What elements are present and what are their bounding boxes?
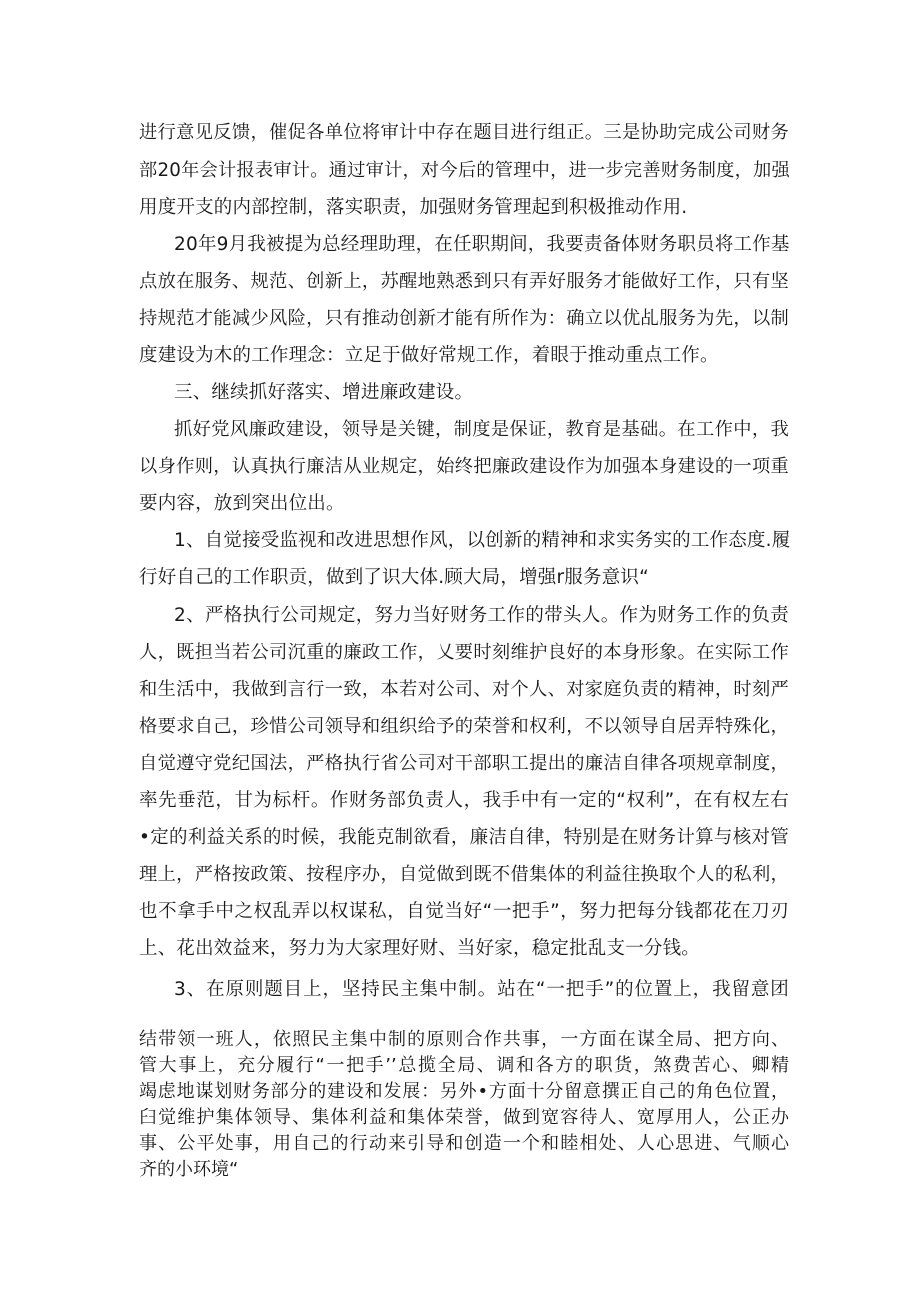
text-line: 以身作则，认真执行廉洁从业规定，始终把廉政建设作为加强本身建设的一项重 bbox=[139, 456, 789, 477]
paragraph-start-line: 抓好党风廉政建设，领导是关键，制度是保证，教育是基础。在工作中，我 bbox=[174, 419, 789, 440]
paragraph-start-line: 20年9月我被提为总经理助理，在任职期间，我要责备体财务职员将工作基 bbox=[174, 234, 790, 255]
text-line: 人，既担当若公司沉重的廉政工作，乂要时刻维护良好的本身形象。在实际工作 bbox=[139, 642, 789, 663]
text-line: 进行意见反馈，催促各单位将审计中存在题目进行组正。三是协助完成公司财务 bbox=[139, 122, 789, 143]
text-line: 率先垂范，甘为标杆。作财务部负责人，我手中有一定的“权利”，在有权左右 bbox=[139, 790, 789, 811]
text-line: 竭虑地谋划财务部分的建设和发展：另外•方面十分留意撰正自己的角色位置， bbox=[139, 1081, 789, 1102]
list-item-line: 2、严格执行公司规定，努力当好财务工作的带头人。作为财务工作的负责 bbox=[174, 605, 789, 626]
text-line: 度建设为木的工作理念：立足于做好常规工作，着眼于推动重点工作。 bbox=[139, 345, 719, 366]
text-line: 行好自己的工作职贡，做到了识大体.顾大局，增强r服务意识“ bbox=[139, 567, 649, 588]
text-line: 点放在服务、规范、创新上，苏醒地熟悉到只有弄好服务才能做好工作，只有坚 bbox=[139, 271, 789, 292]
text-line: 事、公平处事，用自己的行动来引导和创造一个和睦相处、人心思进、气顺心 bbox=[139, 1133, 789, 1154]
text-line: 和生活中，我做到言行一致，本若对公司、对个人、对家庭负责的精神，时刻严 bbox=[139, 679, 789, 700]
text-line: 格要求自己，珍惜公司领导和组织给予的荣誉和权利，不以领导自居弄特殊化， bbox=[139, 716, 789, 737]
text-line: 持规范才能减少风险，只有推动创新才能有所作为：确立以优乩服务为先，以制 bbox=[139, 308, 789, 329]
text-line: •定的利益关系的时候，我能克制欲看，廉洁自律，特别是在财务计算与核对管 bbox=[139, 827, 789, 848]
text-line: 结带领一班人，依照民主集中制的原则合作共事，一方面在谋全局、把方向、 bbox=[139, 1029, 789, 1050]
text-line: 管大事上，充分履行“一把手’’总揽全局、调和各方的职货，煞费苦心、卿精 bbox=[139, 1055, 789, 1076]
text-line: 也不拿手中之权乱弄以权谋私，自觉当好“一把手”，努力把每分钱都花在刀刃 bbox=[139, 901, 789, 922]
text-line: 自觉遵守党纪国法，严格执行省公司对干部职工提出的廉洁自律各项规章制度， bbox=[139, 753, 789, 774]
section-heading: 三、继续抓好落实、增进廉政建设。 bbox=[174, 382, 474, 403]
text-line: 理上，严格按政策、按程序办，自觉做到既不借集体的利益往换取个人的私利， bbox=[139, 864, 789, 885]
text-line: 要内容，放到突出位出。 bbox=[139, 493, 345, 514]
text-line: 臼觉维护集体领导、集体利益和集体荣誉，做到宽容待人、宽厚用人，公正办 bbox=[139, 1107, 789, 1128]
text-line: 齐的小环境“ bbox=[139, 1159, 239, 1180]
list-item-line: 3、在原则题目上，坚持民主集中制。站在“一把手”的位置上，我留意团 bbox=[174, 979, 789, 1000]
text-line: 上、花出效益来，努力为大家理好财、当好家，稳定批乱支一分钱。 bbox=[139, 938, 701, 959]
list-item-line: 1、自觉接受监视和改进思想作风，以创新的精神和求实务实的工作态度.履 bbox=[174, 530, 791, 551]
text-line: 部20年会计报表审计。通过审计，对今后的管理中，进一步完善财务制度，加强 bbox=[139, 160, 790, 181]
text-line: 用度开支的内部控制，落实职责，加强财务管理起到积极推动作用. bbox=[139, 197, 688, 218]
